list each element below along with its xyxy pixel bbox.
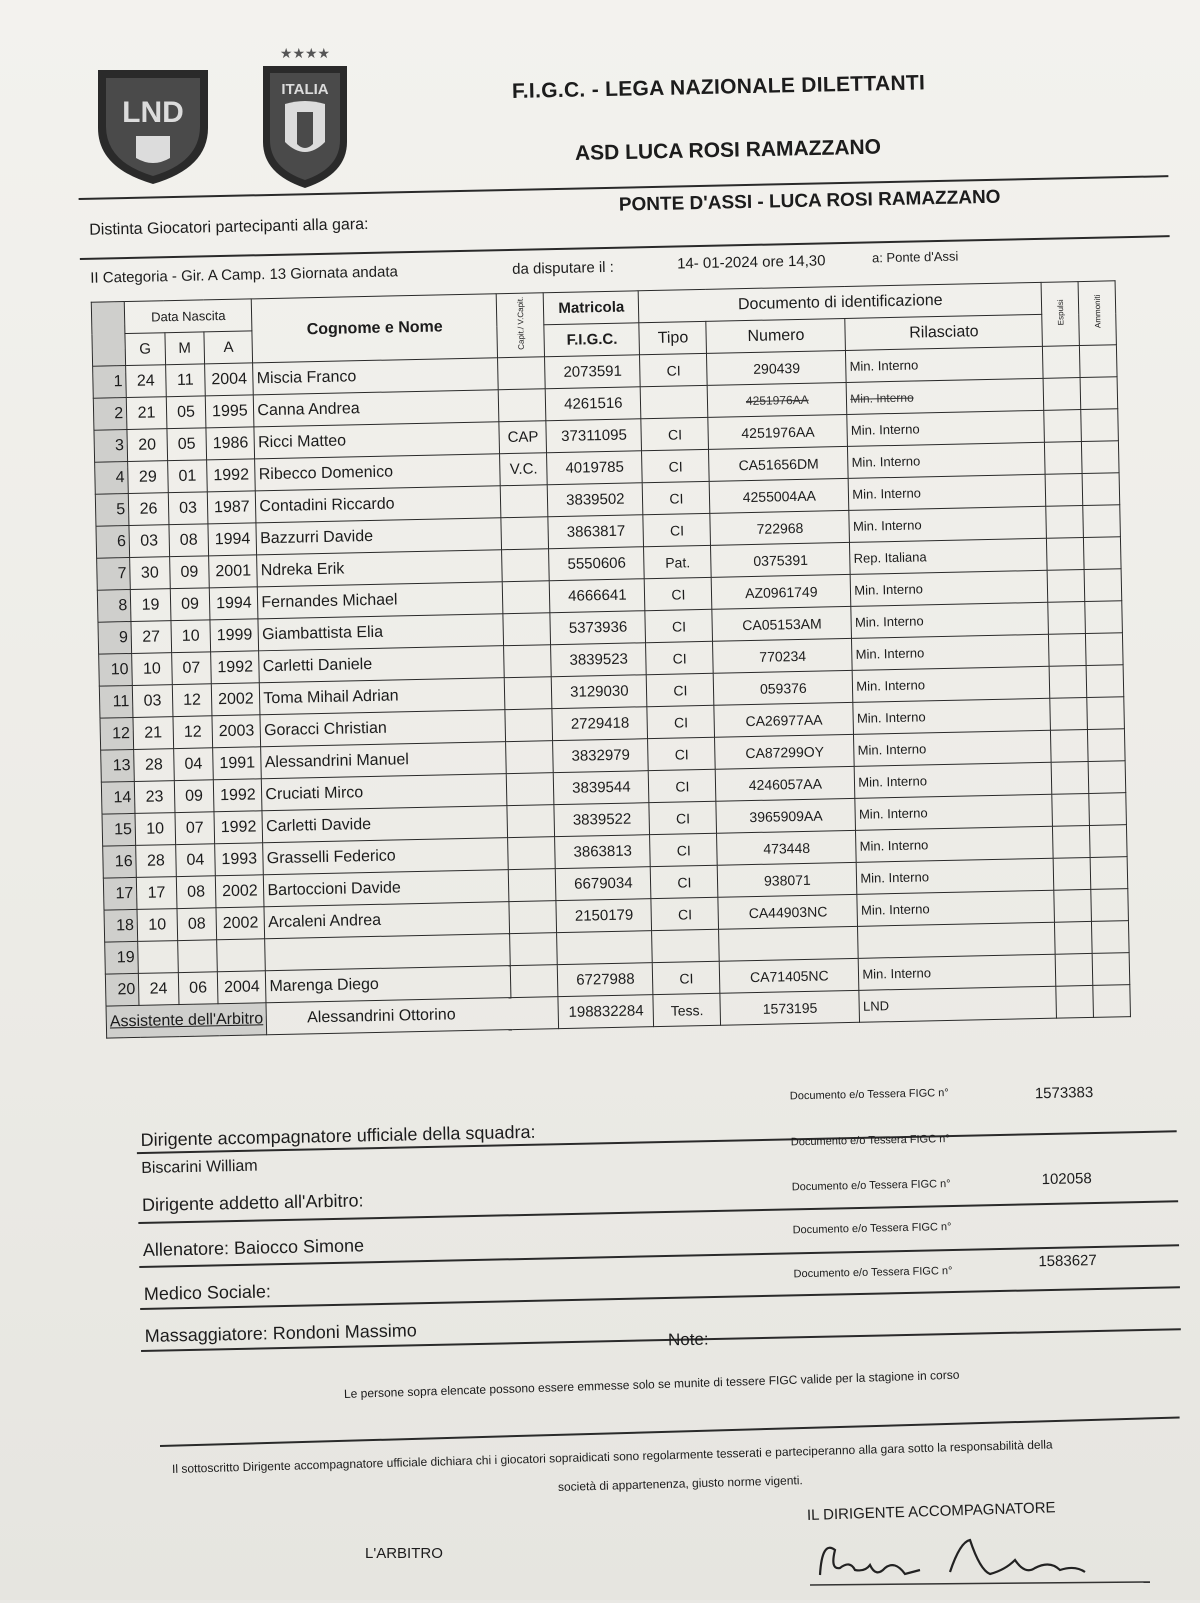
doc-type: CI [653, 961, 721, 994]
doc-note-3: Documento e/o Tessera FIGC n° [791, 1178, 951, 1194]
player-number: 16 [103, 845, 137, 878]
doc-issuer: Min. Interno [855, 762, 1053, 798]
player-name: Alessandrini Manuel [261, 742, 507, 779]
assistant-label: Assistente dell'Arbitro [106, 1003, 267, 1038]
header-a: A [204, 331, 253, 364]
birth-year: 1993 [215, 843, 264, 876]
doc-issuer: Min. Interno [856, 826, 1054, 862]
doc-number: 0375391 [711, 542, 851, 577]
header-rilasciato: Rilasciato [845, 314, 1043, 350]
birth-month: 04 [173, 748, 213, 781]
header-espulsi-text: Espulsi [1055, 299, 1066, 326]
birth-month: 09 [174, 780, 214, 813]
birth-year: 1992 [214, 779, 263, 812]
player-name: Arcaleni Andrea [264, 902, 510, 939]
assistant-rilasciato: LND [859, 986, 1057, 1022]
matricola: 3839544 [554, 771, 650, 805]
birth-day: 17 [136, 877, 176, 910]
birth-day: 21 [126, 397, 166, 430]
matricola: 5550606 [549, 547, 645, 581]
birth-year: 2004 [218, 971, 267, 1004]
doc-issuer: Min. Interno [851, 602, 1049, 638]
header-m: M [165, 332, 205, 365]
doc-number: CA26977AA [714, 702, 854, 737]
disclaimer-text: Le persone sopra elencate possono essere emmesse solo se munite di tessere FIGC valide per la stagione in corso [343, 1367, 960, 1401]
dirigente-accompagnatore-label: Dirigente accompagnatore ufficiale della squadra: [140, 1121, 536, 1150]
birth-year: 1991 [213, 747, 262, 780]
doc-issuer: Min. Interno [847, 410, 1045, 446]
birth-year: 1987 [207, 491, 256, 524]
player-number: 8 [97, 589, 131, 622]
header-cognome-nome: Cognome e Nome [252, 294, 498, 363]
doc-number: 3965909AA [716, 798, 856, 833]
doc-number: CA05153AM [712, 606, 852, 641]
doc-issuer: Min. Interno [848, 474, 1046, 510]
birth-year: 2002 [216, 907, 265, 940]
birth-month: 12 [173, 716, 213, 749]
birth-year: 2001 [209, 555, 258, 588]
medico-label: Medico Sociale: [143, 1281, 272, 1304]
birth-day: 28 [136, 845, 176, 878]
birth-day: 29 [128, 461, 168, 494]
player-name: Marenga Diego [266, 966, 512, 1003]
birth-day: 19 [130, 589, 170, 622]
matricola: 4019785 [547, 451, 643, 485]
birth-day: 30 [130, 557, 170, 590]
player-number: 13 [101, 749, 135, 782]
doc-type: CI [651, 897, 719, 930]
player-number: 6 [96, 526, 130, 559]
birth-month: 03 [168, 492, 208, 525]
doc-type: CI [649, 801, 717, 834]
player-number: 19 [105, 941, 139, 974]
doc-issuer: Min. Interno [848, 442, 1046, 478]
birth-day: 03 [132, 685, 172, 718]
birth-year: 1992 [214, 811, 263, 844]
doc-number: 722968 [710, 510, 850, 545]
birth-year: 1994 [208, 523, 257, 556]
header-ammoniti-text: Ammoniti [1092, 294, 1103, 329]
player-name: Ndreka Erik [257, 550, 503, 587]
birth-month: 09 [169, 556, 209, 589]
birth-month: 04 [175, 844, 215, 877]
doc-type: CI [645, 609, 713, 642]
birth-year: 1994 [209, 587, 258, 620]
player-number: 15 [102, 813, 136, 846]
player-number: 2 [93, 398, 127, 431]
assistant-name: Alessandrini Ottorino [266, 997, 559, 1035]
doc-issuer: Min. Interno [849, 506, 1047, 542]
matricola: 6679034 [556, 867, 652, 901]
player-name: Canna Andrea [254, 390, 500, 427]
dirigente-signature-label: IL DIRIGENTE ACCOMPAGNATORE [806, 1499, 1056, 1524]
assistant-tipo: Tess. [653, 993, 721, 1026]
matricola: 3839502 [548, 483, 644, 517]
birth-month: 08 [177, 908, 217, 941]
player-name: Fernandes Michael [258, 582, 504, 619]
birth-month: 05 [167, 428, 207, 461]
doc-number: 473448 [717, 830, 857, 865]
doc-number: AZ0961749 [712, 574, 852, 609]
medico-tessera: 1583627 [1038, 1251, 1097, 1271]
federation-title: F.I.G.C. - LEGA NAZIONALE DILETTANTI [511, 71, 926, 103]
doc-number: 290439 [707, 350, 847, 385]
header-tipo: Tipo [639, 321, 707, 354]
addetto-tessera: 102058 [1041, 1170, 1092, 1189]
header-documento: Documento di identificazione [638, 282, 1042, 322]
birth-month: 08 [176, 876, 216, 909]
matricola: 5373936 [550, 611, 646, 645]
player-number: 7 [97, 558, 131, 591]
player-name: Ricci Matteo [254, 422, 500, 459]
matricola: 3863813 [555, 835, 651, 869]
player-number: 1 [93, 366, 127, 399]
matricola: 3839522 [554, 803, 650, 837]
doc-type: CI [651, 865, 719, 898]
birth-day: 20 [127, 429, 167, 462]
doc-type: CI [641, 417, 709, 450]
captain-mark: CAP [499, 421, 547, 454]
doc-type: Pat. [644, 545, 712, 578]
player-name: Grasselli Federico [263, 838, 509, 875]
matricola: 3839523 [551, 643, 647, 677]
player-name: Carletti Davide [262, 806, 508, 843]
birth-day: 24 [126, 365, 166, 398]
player-number: 14 [101, 781, 135, 814]
birth-month: 09 [170, 588, 210, 621]
player-number: 18 [104, 909, 138, 942]
birth-year: 2002 [212, 683, 261, 716]
birth-year: 2003 [212, 715, 261, 748]
doc-note-1: Documento e/o Tessera FIGC n° [789, 1087, 949, 1103]
matricola: 37311095 [546, 419, 642, 453]
category-label: II Categoria - Gir. A Camp. 13 Giornata andata [90, 263, 399, 287]
player-name: Goracci Christian [260, 710, 506, 747]
birth-month: 12 [172, 684, 212, 717]
doc-number: 938071 [718, 862, 858, 897]
birth-year: 1986 [206, 427, 255, 460]
match-teams: PONTE D'ASSI - LUCA ROSI RAMAZZANO [618, 186, 1001, 216]
doc-issuer: Min. Interno [846, 346, 1044, 382]
birth-year: 1992 [211, 651, 260, 684]
svg-text:★★★★: ★★★★ [279, 46, 331, 62]
player-number: 11 [99, 685, 133, 718]
matricola: 2729418 [552, 707, 648, 741]
header-data-nascita: Data Nascita [124, 299, 252, 334]
header-capit-text: Capit./ V.Capit. [515, 297, 526, 351]
birth-month: 05 [166, 396, 206, 429]
player-name: Carletti Daniele [259, 646, 505, 683]
doc-issuer: Min. Interno [850, 570, 1048, 606]
doc-number: CA51656DM [709, 446, 849, 481]
player-number: 5 [95, 494, 129, 527]
matricola: 4666641 [550, 579, 646, 613]
allenatore-label: Allenatore: Baiocco Simone [142, 1235, 365, 1260]
arbitro-label: L'ARBITRO [365, 1545, 443, 1562]
dirigente-signature [810, 1530, 1170, 1590]
doc-issuer: Min. Interno [852, 666, 1050, 702]
player-name: Cruciati Mirco [262, 774, 508, 811]
date-label: da disputare il : [511, 258, 615, 278]
player-number: 4 [95, 462, 129, 495]
birth-year: 1992 [207, 459, 256, 492]
birth-year: 2004 [205, 363, 254, 396]
birth-month: 01 [167, 460, 207, 493]
doc-type: CI [647, 673, 715, 706]
doc-issuer: Rep. Italiana [850, 538, 1048, 574]
doc-issuer: Min. Interno [857, 858, 1055, 894]
italia-logo-text: ITALIA [281, 81, 329, 98]
doc-issuer: Min. Interno [855, 794, 1053, 830]
doc-type: CI [646, 641, 714, 674]
doc-type: CI [649, 769, 717, 802]
doc-issuer: Min. Interno [846, 378, 1044, 414]
birth-day: 28 [134, 749, 174, 782]
doc-number: 4251976AA [707, 382, 847, 417]
doc-number: CA71405NC [720, 958, 860, 993]
distinta-label: Distinta Giocatori partecipanti alla gara: [89, 215, 369, 239]
note-label: Note: [667, 1329, 709, 1350]
doc-issuer: Min. Interno [857, 890, 1055, 926]
matricola: 3129030 [552, 675, 648, 709]
birth-month: 07 [175, 812, 215, 845]
birth-day: 26 [128, 493, 168, 526]
player-name: Contadini Riccardo [256, 486, 502, 523]
birth-month: 07 [171, 652, 211, 685]
massaggiatore-label: Massaggiatore: Rondoni Massimo [144, 1320, 418, 1346]
doc-type: CI [648, 737, 716, 770]
birth-day: 21 [133, 717, 173, 750]
doc-type: CI [640, 353, 708, 386]
player-number: 9 [98, 621, 132, 654]
club-title: ASD LUCA ROSI RAMAZZANO [574, 135, 882, 165]
lnd-logo-text: LND [122, 96, 184, 129]
doc-number: 4251976AA [708, 414, 848, 449]
match-venue: a: Ponte d'Assi [871, 248, 959, 266]
matricola: 2150179 [556, 899, 652, 933]
matricola: 2073591 [545, 355, 641, 389]
birth-day: 27 [131, 621, 171, 654]
birth-day: 10 [135, 813, 175, 846]
doc-note-2: Documento e/o Tessera FIGC n° [790, 1133, 950, 1149]
header-matricola: Matricola [544, 291, 640, 325]
player-name: Bartoccioni Davide [264, 870, 510, 907]
doc-note-5: Documento e/o Tessera FIGC n° [793, 1265, 953, 1281]
birth-day: 24 [138, 973, 178, 1006]
doc-number: CA44903NC [718, 894, 858, 929]
assistant-numero: 1573195 [720, 990, 860, 1025]
birth-day: 10 [137, 909, 177, 942]
matricola: 4261516 [546, 387, 642, 421]
doc-number: 4246057AA [716, 766, 856, 801]
doc-issuer: Min. Interno [853, 698, 1051, 734]
player-name: Toma Mihail Adrian [260, 678, 506, 715]
matricola: 3863817 [548, 515, 644, 549]
birth-day: 10 [132, 653, 172, 686]
doc-number: CA87299OY [715, 734, 855, 769]
header-numero: Numero [706, 318, 846, 353]
declaration-line-1: Il sottoscritto Dirigente accompagnatore ufficiale dichiara chi i giocatori sopraidicati sono regolarmente tesserati e parteciperanno alla gara sotto la responsabilità della [171, 1437, 1053, 1476]
birth-year: 2002 [216, 875, 265, 908]
doc-issuer: Min. Interno [859, 954, 1057, 990]
staff-rule-4 [140, 1286, 1180, 1310]
dirigente-accompagnatore-name: Biscarini William [141, 1157, 258, 1177]
birth-month: 10 [171, 620, 211, 653]
doc-type: CI [647, 705, 715, 738]
player-number: 20 [105, 973, 139, 1006]
matricola: 3832979 [553, 739, 649, 773]
doc-number: 059376 [714, 670, 854, 705]
doc-type: CI [643, 481, 711, 514]
doc-issuer: Min. Interno [854, 730, 1052, 766]
player-name: Miscia Franco [253, 358, 499, 395]
header-figc: F.I.G.C. [544, 323, 640, 357]
birth-year: 1999 [210, 619, 259, 652]
matricola: 6727988 [558, 963, 654, 997]
birth-month: 06 [178, 972, 218, 1005]
player-number: 3 [94, 430, 128, 463]
birth-day: 03 [129, 525, 169, 558]
doc-number: 770234 [713, 638, 853, 673]
player-name: Giambattista Elia [258, 614, 504, 651]
player-number: 17 [103, 877, 137, 910]
player-number: 10 [99, 653, 133, 686]
dirigente-addetto-label: Dirigente addetto all'Arbitro: [141, 1190, 364, 1215]
doc-type: CI [643, 513, 711, 546]
doc-type: CI [645, 577, 713, 610]
birth-month: 08 [169, 524, 209, 557]
captain-mark: V.C. [500, 453, 548, 486]
birth-day: 23 [134, 781, 174, 814]
header-g: G [125, 333, 165, 366]
match-date: 14- 01-2024 ore 14,30 [676, 252, 826, 273]
assistant-matricola: 198832284 [558, 995, 654, 1029]
birth-year: 1995 [205, 395, 254, 428]
player-name: Ribecco Domenico [255, 454, 501, 491]
player-number: 12 [100, 717, 134, 750]
doc-note-4: Documento e/o Tessera FIGC n° [792, 1221, 952, 1237]
doc-type: CI [650, 833, 718, 866]
doc-type: CI [642, 449, 710, 482]
doc-issuer: Min. Interno [852, 634, 1050, 670]
doc-number: 4255004AA [710, 478, 850, 513]
dirigente-tessera: 1573383 [1034, 1084, 1094, 1103]
player-name: Bazzurri Davide [256, 518, 502, 555]
birth-month: 11 [165, 364, 205, 397]
declaration-line-2: società di appartenenza, giusto norme vigenti. [557, 1473, 803, 1494]
